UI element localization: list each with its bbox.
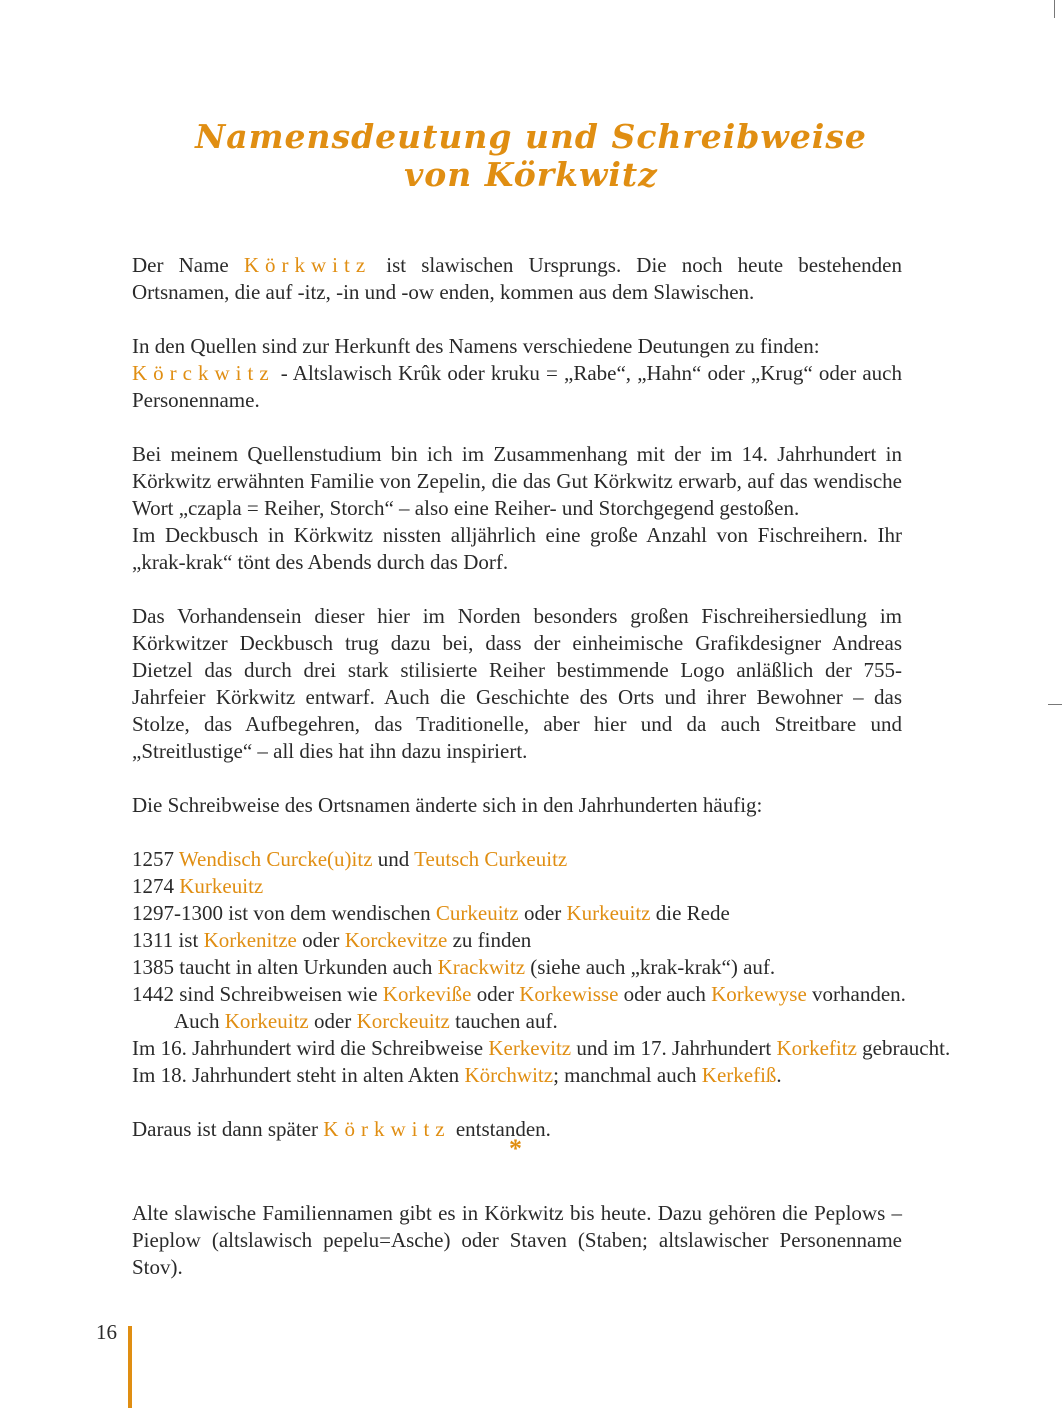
crop-mark-top xyxy=(1054,0,1055,18)
list-item: 1385 taucht in alten Urkunden auch Krackwitz (siehe auch „krak-krak“) auf. xyxy=(132,955,776,979)
page-number: 16 xyxy=(96,1320,117,1344)
list-item: 1274 Kurkeuitz xyxy=(132,874,264,898)
closing-section xyxy=(132,1200,902,1308)
article-body xyxy=(132,252,951,1170)
list-item: 1442 sind Schreibweisen wie Korkeviße oder Korkewisse oder auch Korkewyse vorhanden. xyxy=(132,982,906,1006)
asterisk-divider: * xyxy=(509,1134,522,1163)
page-number-rule xyxy=(128,1326,132,1408)
paragraph-spellings-intro: Die Schreibweise des Ortsnamen änderte sich in den Jahrhunderten häufig: xyxy=(132,793,763,817)
list-item: Auch Korkeuitz oder Korckeuitz tauchen auf. xyxy=(174,1009,558,1033)
list-item: 1257 Wendisch Curcke(u)itz und Teutsch Curkeuitz xyxy=(132,847,568,871)
paragraph-logo: Das Vorhandensein dieser hier im Norden besonders großen Fischreihersiedlung im Körkwitzer Deckbusch trug dazu bei, dass der einheimische Grafikdesigner Andreas Dietzel das durch drei stark stilisierte Reiher bestimmende Logo anläßlich der 755-Jahrfeier Körkwitz entwarf. Auch die Geschichte des Orts und ihrer Bewohner – das Stolze, das Aufbegehren, das Traditionelle, aber hier und da auch Streitbare und „Streitlustige“ – all dies hat ihn dazu inspiriert. xyxy=(132,604,902,763)
paragraph-family-names: Alte slawische Familiennamen gibt es in Körkwitz bis heute. Dazu gehören die Peplows – Pieplow (altslawisch pepelu=Asche) oder Staven (Staben; altslawischer Personenname Stov). xyxy=(132,1201,902,1279)
place-name-highlight: Körkwitz xyxy=(323,1117,451,1141)
page-title xyxy=(100,118,962,194)
paragraph-intro: Der Name Körkwitz ist slawischen Ursprungs. Die noch heute bestehenden Ortsnamen, die auf -itz, -in und -ow enden, kommen aus dem Slawischen. xyxy=(132,253,902,304)
title-line-1: Namensdeutung und Schreibweise xyxy=(195,117,867,156)
paragraph-result: Daraus ist dann später Körkwitz entstanden. xyxy=(132,1117,551,1141)
list-item: 1297-1300 ist von dem wendischen Curkeuitz oder Kurkeuitz die Rede xyxy=(132,901,730,925)
list-item: 1311 ist Korkenitze oder Korckevitze zu finden xyxy=(132,928,532,952)
place-name-highlight: Körckwitz xyxy=(132,361,275,385)
crop-mark-right xyxy=(1048,704,1062,705)
place-name-highlight: Körkwitz xyxy=(243,253,372,277)
paragraph-origins: In den Quellen sind zur Herkunft des Namens verschiedene Deutungen zu finden: Körckwitz - Altslawisch Krûk oder kruku = „Rabe“, „Hahn“ oder „Krug“ oder auch Personenname. xyxy=(132,334,902,412)
list-item: Im 18. Jahrhundert steht in alten Akten Körchwitz; manchmal auch Kerkefiß. xyxy=(132,1063,782,1087)
title-line-2: von Körkwitz xyxy=(404,155,658,194)
spelling-history-list xyxy=(132,846,951,1089)
paragraph-sources: Bei meinem Quellenstudium bin ich im Zusammenhang mit der im 14. Jahrhundert in Körkwitz erwähnten Familie von Zepelin, die das Gut Körkwitz erwarb, auf das wendische Wort „czapla = Reiher, Storch“ – also eine Reiher- und Storchgegend gestoßen. Im Deckbusch in Körkwitz nissten alljährlich eine große Anzahl von Fischreihern. Ihr „krak-krak“ tönt des Abends durch das Dorf. xyxy=(132,442,902,574)
list-item: Im 16. Jahrhundert wird die Schreibweise Kerkevitz und im 17. Jahrhundert Korkefitz gebraucht. xyxy=(132,1036,951,1060)
